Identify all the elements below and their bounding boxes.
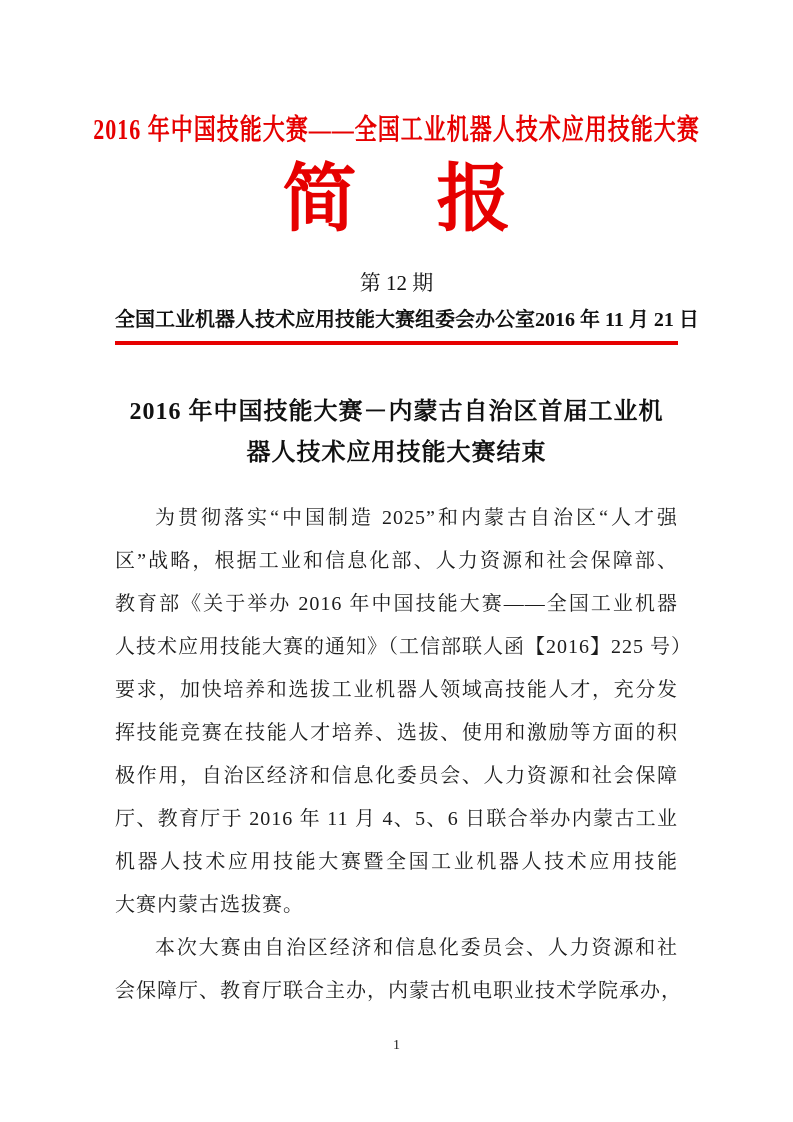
article-body bbox=[115, 497, 692, 1013]
body-line: 教育部《关于举办 2016 年中国技能大赛——全国工业机器 bbox=[115, 593, 678, 615]
office-name: 全国工业机器人技术应用技能大赛组委会办公室 bbox=[115, 309, 535, 331]
body-line: 为贯彻落实“中国制造 2025”和内蒙古自治区“人才强 bbox=[155, 507, 678, 529]
body-line: 厅、教育厅于 2016 年 11 月 4、5、6 日联合举办内蒙古工业 bbox=[115, 808, 678, 830]
body-line: 要求，加快培养和选拔工业机器人领域高技能人才，充分发 bbox=[115, 679, 678, 701]
bulletin-char-1: 简 bbox=[282, 159, 357, 241]
issue-label: 第 12 期 bbox=[359, 271, 434, 295]
body-line: 区”战略，根据工业和信息化部、人力资源和社会保障部、 bbox=[115, 550, 678, 572]
article-title bbox=[0, 392, 793, 474]
article-title-line-1: 2016 年中国技能大赛－内蒙古自治区首届工业机 bbox=[129, 399, 664, 425]
body-line: 本次大赛由自治区经济和信息化委员会、人力资源和社 bbox=[155, 937, 678, 959]
body-line: 大赛内蒙古选拔赛。 bbox=[115, 894, 304, 916]
body-line: 人技术应用技能大赛的通知》（工信部联人函【2016】225 号） bbox=[115, 636, 692, 658]
bulletin-name bbox=[0, 159, 793, 241]
body-line: 极作用，自治区经济和信息化委员会、人力资源和社会保障 bbox=[115, 765, 678, 787]
body-line: 挥技能竞赛在技能人才培养、选拔、使用和激励等方面的积 bbox=[115, 722, 678, 744]
office-row bbox=[115, 306, 699, 334]
issue-date: 2016 年 11 月 21 日 bbox=[535, 309, 699, 331]
page-number: 1 bbox=[393, 1038, 400, 1053]
masthead-divider-rule bbox=[115, 341, 678, 345]
article-title-line-2: 器人技术应用技能大赛结束 bbox=[246, 440, 547, 466]
body-line: 会保障厅、教育厅联合主办，内蒙古机电职业技术学院承办， bbox=[115, 980, 682, 1002]
bulletin-char-2: 报 bbox=[436, 159, 511, 241]
body-line: 机器人技术应用技能大赛暨全国工业机器人技术应用技能 bbox=[115, 851, 678, 873]
masthead-super-title: 2016 年中国技能大赛——全国工业机器人技术应用技能大赛 bbox=[93, 113, 700, 146]
